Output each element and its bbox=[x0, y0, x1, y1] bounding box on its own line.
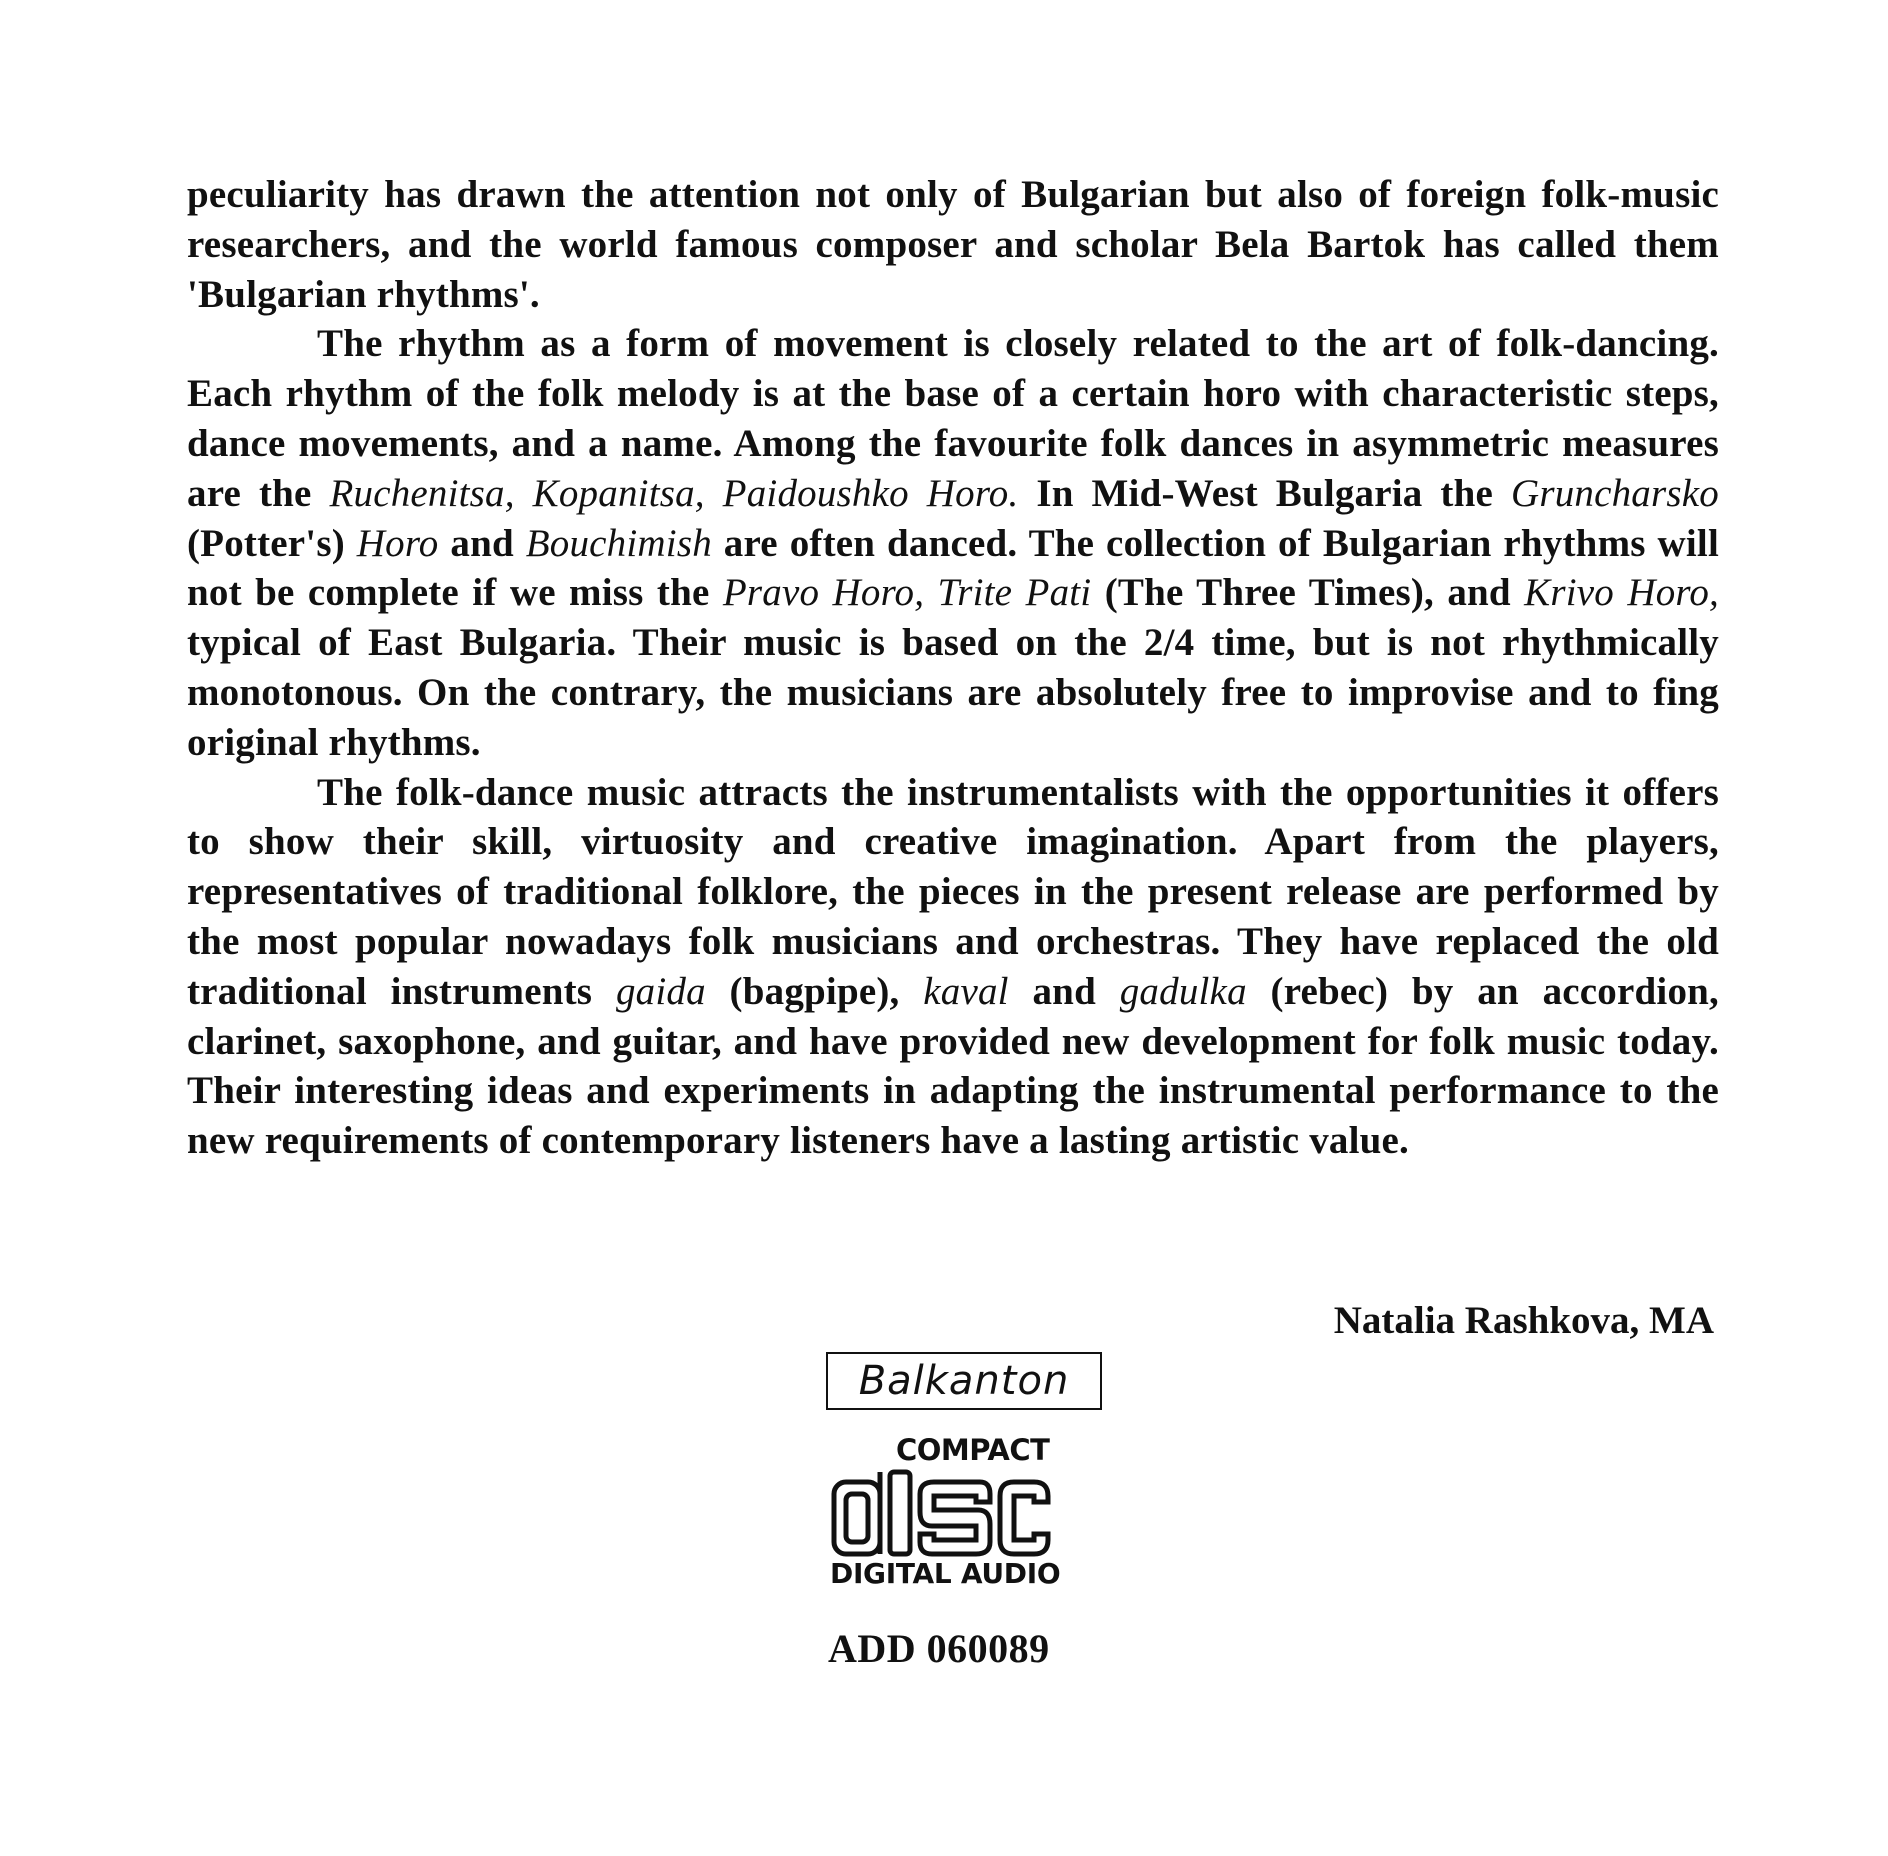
cd-logo-disc-glyph bbox=[830, 1468, 1102, 1558]
p2-seg-0: The rhythm as a form of movement is closely related to the art of folk-dancing. Each rhythm of the folk melody is at the base of a certain horo with characteristic steps, dance movements, and a name. Among the favourite folk dances in asymmetric measures are the bbox=[187, 322, 1719, 515]
p2-dance-pravo-trite: Pravo Horo, Trite Pati bbox=[722, 571, 1092, 615]
cd-logo-compact-text: COMPACT bbox=[896, 1433, 1050, 1467]
paragraph-2 bbox=[187, 319, 1719, 767]
p2-seg-10: (The Three Times), and bbox=[1091, 571, 1525, 615]
cd-logo-digital-audio-text: DIGITAL AUDIO bbox=[830, 1557, 1061, 1590]
p3-seg-6: (rebec) by an accordion, clarinet, saxophone, and guitar, and have provided new development for folk music today. Their interesting ideas and experiments in adapting the instrumental performance to the new requirements of contemporary listeners have a lasting artistic value. bbox=[187, 969, 1719, 1163]
balkanton-logo: Balkanton bbox=[826, 1352, 1102, 1410]
p2-seg-4: (Potter's) bbox=[187, 521, 357, 565]
p2-seg-6: and bbox=[438, 521, 526, 565]
p2-dance-gruncharsko: Gruncharsko bbox=[1510, 471, 1719, 515]
p2-seg-12: typical of East Bulgaria. Their music is based on the 2/4 time, but is not rhythmically monotonous. On the contrary, the musicians are absolutely free to improvise and to fing original rhythms. bbox=[187, 621, 1719, 764]
p2-dance-horo: Horo bbox=[356, 521, 439, 565]
p3-seg-2: (bagpipe), bbox=[705, 969, 924, 1013]
catalog-number: ADD 060089 bbox=[828, 1626, 1050, 1671]
p2-seg-8: are often danced. The collection of Bulgarian rhythms will not be complete if we miss the bbox=[187, 521, 1719, 615]
p2-dance-krivo: Krivo Horo, bbox=[1524, 571, 1719, 615]
p3-seg-0: The folk-dance music attracts the instrumentalists with the opportunities it offers to show their skill, virtuosity and creative imagination. Apart from the players, representatives of traditional folklore, the pieces in the present release are performed by the most popular nowadays folk musicians and orchestras. They have replaced the old traditional instruments bbox=[187, 770, 1719, 1013]
p3-instrument-kaval: kaval bbox=[923, 969, 1009, 1013]
paragraph-1-text: peculiarity has drawn the attention not only of Bulgarian but also of foreign folk-music researchers, and the world famous composer and scholar Bela Bartok has called them 'Bulgarian rhythms'. bbox=[187, 173, 1719, 316]
p3-instrument-gaida: gaida bbox=[615, 969, 706, 1013]
author-signature: Natalia Rashkova, MA bbox=[1333, 1299, 1714, 1342]
compact-disc-logo bbox=[830, 1434, 1102, 1594]
liner-notes-text bbox=[187, 170, 1719, 1166]
paragraph-3 bbox=[187, 768, 1719, 1166]
p3-instrument-gadulka: gadulka bbox=[1119, 969, 1247, 1013]
paragraph-1 bbox=[187, 170, 1719, 319]
p2-dance-names-1: Ruchenitsa, Kopanitsa, Paidoushko Horo. bbox=[329, 471, 1019, 515]
p2-seg-2: In Mid-West Bulgaria the bbox=[1018, 471, 1511, 515]
p3-seg-4: and bbox=[1008, 969, 1120, 1013]
logo-area bbox=[826, 1352, 1106, 1590]
p2-dance-bouchimish: Bouchimish bbox=[525, 521, 712, 565]
